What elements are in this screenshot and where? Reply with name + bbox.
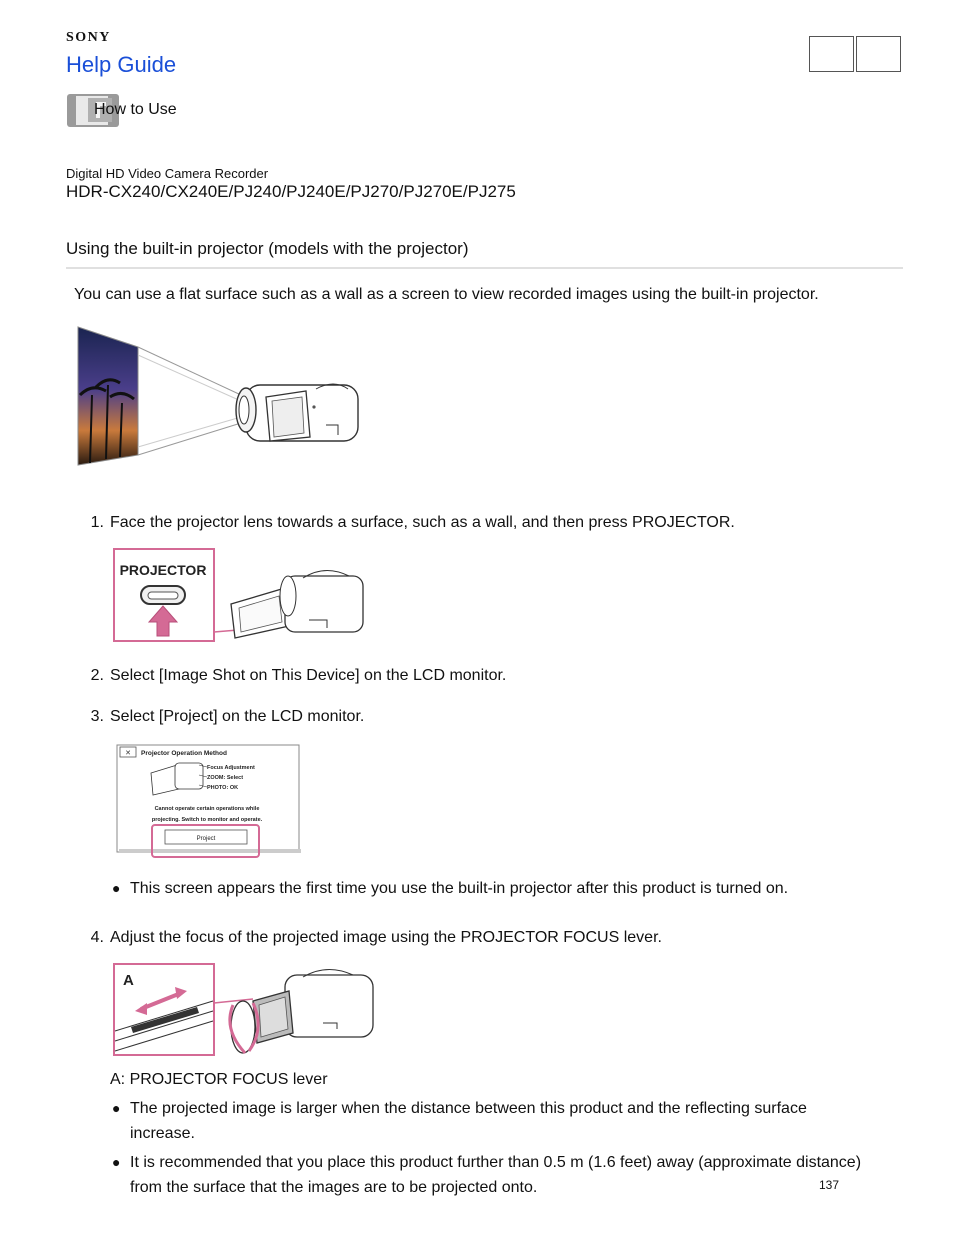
step-1-text: Face the projector lens towards a surface, such as a wall, and then press PROJECTOR. bbox=[110, 514, 735, 531]
step-4-note-2 bbox=[112, 1150, 862, 1200]
step-4-note-1-line-2: increase. bbox=[130, 1125, 195, 1142]
bullet: ● bbox=[112, 1154, 121, 1170]
page-title: Using the built-in projector (models with the projector) bbox=[66, 239, 469, 258]
product-models: HDR-CX240/CX240E/PJ240/PJ240E/PJ270/PJ270E/PJ275 bbox=[66, 182, 516, 201]
screen-title: Projector Operation Method bbox=[141, 750, 227, 757]
title-divider bbox=[66, 267, 903, 269]
next-page-button[interactable] bbox=[856, 36, 901, 72]
close-icon[interactable]: ✕ bbox=[125, 750, 131, 757]
step-2-number: 2. bbox=[90, 667, 104, 684]
step-4-text: Adjust the focus of the projected image using the PROJECTOR FOCUS lever. bbox=[110, 929, 662, 946]
section-breadcrumb[interactable]: How to Use bbox=[94, 101, 177, 118]
intro-text: You can use a flat surface such as a wall as a screen to view recorded images using the built-in projector. bbox=[74, 286, 819, 303]
bullet: ● bbox=[112, 880, 121, 896]
projector-button-label: PROJECTOR bbox=[119, 562, 207, 578]
step-4-note-1 bbox=[112, 1096, 807, 1146]
screen-line-zoom: ZOOM: Select bbox=[207, 775, 244, 781]
product-category: Digital HD Video Camera Recorder bbox=[66, 166, 269, 181]
step-2-text: Select [Image Shot on This Device] on the LCD monitor. bbox=[110, 667, 507, 684]
project-button[interactable]: Project bbox=[196, 836, 216, 842]
focus-lever-label: A bbox=[123, 972, 134, 989]
step-3-number: 3. bbox=[90, 708, 104, 725]
prev-page-button[interactable] bbox=[809, 36, 854, 72]
step-1-number: 1. bbox=[90, 514, 104, 531]
projector-focus-illustration bbox=[113, 963, 378, 1058]
step-4 bbox=[80, 929, 662, 947]
projector-button-illustration bbox=[113, 548, 368, 644]
screen-warning-1: Cannot operate certain operations while bbox=[154, 806, 260, 812]
bullet: ● bbox=[112, 1100, 121, 1116]
step-2 bbox=[80, 667, 506, 685]
screen-line-focus: Focus Adjustment bbox=[207, 765, 255, 771]
step-4-note-1-line-1: The projected image is larger when the distance between this product and the reflecting surface bbox=[130, 1100, 807, 1117]
step-4-note-2-line-1: It is recommended that you place this product further than 0.5 m (1.6 feet) away (approximate distance) bbox=[130, 1154, 862, 1171]
screen-warning-2: projecting. Switch to monitor and operate. bbox=[151, 817, 263, 823]
focus-lever-caption: A: PROJECTOR FOCUS lever bbox=[110, 1071, 328, 1088]
page-number: 137 bbox=[819, 1178, 840, 1192]
step-3-note bbox=[112, 876, 789, 901]
sony-logo: SONY bbox=[66, 30, 111, 45]
step-1 bbox=[80, 514, 735, 532]
help-guide-link[interactable]: Help Guide bbox=[66, 52, 177, 77]
step-3 bbox=[80, 708, 364, 726]
step-3-note-text: This screen appears the first time you use the built-in projector after this product is turned on. bbox=[130, 880, 789, 897]
step-4-note-2-line-2: from the surface that the images are to be projected onto. bbox=[130, 1179, 538, 1196]
projector-screen-illustration bbox=[115, 743, 301, 860]
projector-overview-illustration bbox=[76, 325, 366, 470]
screen-line-photo: PHOTO: OK bbox=[207, 785, 239, 791]
step-4-number: 4. bbox=[90, 929, 104, 946]
step-3-text: Select [Project] on the LCD monitor. bbox=[110, 708, 365, 725]
